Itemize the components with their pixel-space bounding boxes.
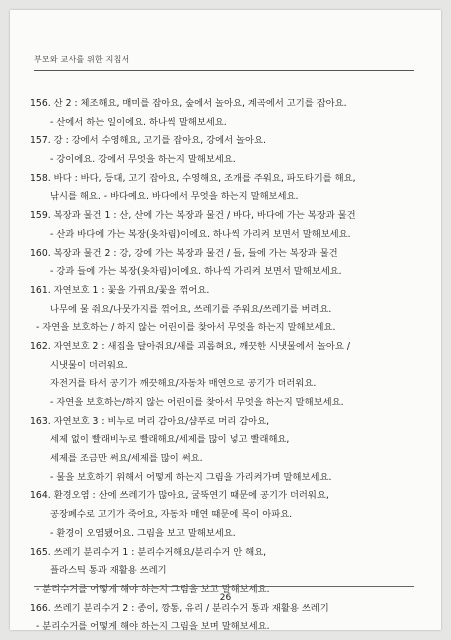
text-line: - 환경이 오염됐어요. 그림을 보고 말해보세요. <box>50 527 236 539</box>
text-line: - 산에서 하는 일이에요. 하나씩 말해보세요. <box>50 116 227 128</box>
text-line: - 강과 들에 가는 복장(옷차림)이에요. 하나씩 가리켜 보면서 말해보세요. <box>50 266 342 278</box>
text-line: 자전거를 타서 공기가 깨끗해요/자동차 매연으로 공기가 더러워요. <box>50 378 317 390</box>
text-line: 160. 복장과 물건 2 : 강, 강에 가는 복장과 물건 / 들, 들에 가는 복장과 물건 <box>30 247 338 259</box>
text-line: 157. 강 : 강에서 수영해요, 고기를 잡아요, 강에서 놀아요. <box>30 135 266 147</box>
document-page <box>10 10 441 633</box>
text-line: - 자연을 보호하는/하지 않는 어린이를 찾아서 무엇을 하는지 말해보세요. <box>50 397 344 408</box>
footer-divider <box>34 586 414 587</box>
text-line: 시냇물이 더러워요. <box>50 359 128 371</box>
text-line: - 분리수거를 어떻게 해야 하는지 그림을 보고 말해보세요. <box>36 583 270 595</box>
text-line: 165. 쓰레기 분리수거 1 : 분리수거해요/분리수거 안 해요, <box>30 546 267 558</box>
text-line: 세제 없이 빨래비누로 빨래해요/세제를 많이 넣고 빨래해요, <box>50 434 290 446</box>
text-line: 158. 바다 : 바다, 등대, 고기 잡아요, 수영해요, 조개를 주워요, 파도타기를 해요, <box>30 172 356 184</box>
text-line: 164. 환경오염 : 산에 쓰레기가 많아요, 굴뚝연기 때문에 공기가 더러워요, <box>30 490 329 502</box>
text-line: 156. 산 2 : 체조해요, 매미를 잡아요, 숲에서 놀아요, 계곡에서 고기를 잡아요. <box>30 98 347 109</box>
page-body <box>30 95 420 637</box>
text-line: 공장폐수로 고기가 죽어요, 자동차 매연 때문에 목이 아파요. <box>50 509 293 521</box>
header-divider <box>34 70 414 71</box>
page-header-title: 부모와 교사를 위한 지침서 <box>34 55 130 64</box>
page-number: 26 <box>219 593 232 603</box>
text-line: 166. 쓰레기 분리수거 2 : 종이, 깡통, 유리 / 분리수거 통과 재활용 쓰레기 <box>30 602 329 614</box>
text-line: 세제를 조금만 써요/세제를 많이 써요. <box>50 453 203 465</box>
text-line: 나무에 물 줘요/나뭇가지를 꺾어요, 쓰레기를 주워요/쓰레기를 버려요. <box>50 303 332 315</box>
text-line: 163. 자연보호 3 : 비누로 머리 감아요/샴푸로 머리 감아요, <box>30 415 270 427</box>
text-line: - 자연을 보호하는 / 하지 않는 어린이를 찾아서 무엇을 하는지 말해보세요. <box>36 322 336 334</box>
text-line: - 분리수거를 어떻게 해야 하는지 그림을 보며 말해보세요. <box>36 621 270 633</box>
text-line: - 물을 보호하기 위해서 어떻게 하는지 그림을 가리켜가며 말해보세요. <box>50 471 332 483</box>
text-line: - 산과 바다에 가는 복장(옷차림)이에요. 하나씩 가리켜 보면서 말해보세요. <box>50 228 351 240</box>
text-line: - 강이에요. 강에서 무엇을 하는지 말해보세요. <box>50 154 236 166</box>
text-line: 플라스틱 통과 재활용 쓰레기 <box>50 565 167 577</box>
text-line: 161. 자연보호 1 : 꽃을 가꿔요/꽃을 꺾어요. <box>30 284 210 296</box>
text-line: 낚시를 해요. - 바다예요. 바다에서 무엇을 하는지 말해보세요. <box>50 191 299 203</box>
text-line: 162. 자연보호 2 : 새집을 달아줘요/새를 괴롭혀요, 깨끗한 시냇물에서 놀아요 / <box>30 340 350 352</box>
text-line: 159. 복장과 물건 1 : 산, 산에 가는 복장과 물건 / 바다, 바다에 가는 복장과 물건 <box>30 210 356 222</box>
